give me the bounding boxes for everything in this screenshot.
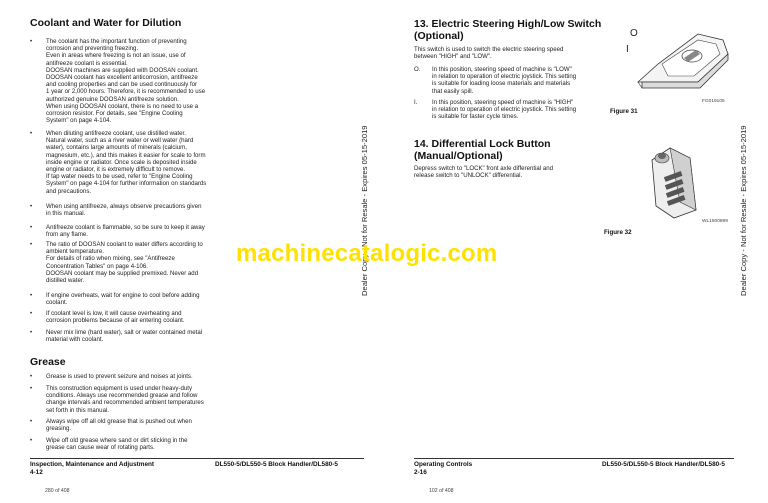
- section-13-title: 13. Electric Steering High/Low Switch (Optional): [414, 18, 602, 42]
- section-14-title: 14. Differential Lock Button (Manual/Optional): [414, 138, 551, 162]
- coolant-bullet-text: When using antifreeze, always observe precautions given in this manual.: [46, 203, 202, 218]
- bullet-dot: •: [30, 130, 33, 137]
- section-13-item-text: In this position, steering speed of machine is "LOW" in relation to operation of electric joystick. This setting is suitable for loading loose materials and materials that easily spill.: [432, 66, 577, 95]
- coolant-bullet-text: When diluting antifreeze coolant, use distilled water. Natural water, such as a river water or well water (hard water), contains large amounts of minerals (calcium, magnesium, etc.), and this makes it easier for scale to form inside engine or radiator. Once scale is deposited inside engine or radiator, it is extremely difficult to remove. If tap water needs to be used, refer to "Engine Cooling System" on page 4-104 for further information on standards and precautions.: [46, 130, 207, 195]
- bullet-dot: •: [30, 437, 33, 444]
- grease-section-title: Grease: [30, 356, 66, 368]
- footer-model-label: DL550-5/DL550-5 Block Handler/DL580-5: [602, 461, 725, 468]
- section-13-intro: This switch is used to switch the electric steering speed between "HIGH" and "LOW".: [414, 46, 564, 61]
- dealer-copy-stamp: Dealer Copy - Not for Resale - Expires 05-15-2019: [739, 125, 748, 296]
- page-number: 102 of 408: [429, 488, 454, 494]
- figure-31-image: [628, 24, 734, 100]
- coolant-bullet: [30, 329, 340, 345]
- bullet-dot: •: [30, 418, 33, 425]
- figure-32-image: [640, 140, 710, 220]
- coolant-bullet: [30, 38, 340, 128]
- footer-model-label: DL550-5/DL550-5 Block Handler/DL580-5: [215, 461, 338, 468]
- bullet-dot: •: [30, 224, 33, 231]
- coolant-bullet: [30, 310, 340, 326]
- coolant-bullet-text: Antifreeze coolant is flammable, so be sure to keep it away from any flame.: [46, 224, 205, 239]
- coolant-bullet: [30, 224, 340, 240]
- section-13-item-text: In this position, steering speed of machine is "HIGH" in relation to operation of electric joystick. This setting is suitable for faster cycle times.: [432, 99, 577, 121]
- grease-bullet-text: Wipe off old grease where sand or dirt sticking in the grease can cause wear of rotating parts.: [46, 437, 188, 452]
- footer-rule: [30, 458, 364, 459]
- coolant-bullet: [30, 130, 340, 200]
- grease-bullet-text: Always wipe off all old grease that is pushed out when greasing.: [46, 418, 192, 433]
- section-14-text: Depress switch to "LOCK" front axle differential and release switch to "UNLOCK" differential.: [414, 165, 554, 180]
- grease-bullet: [30, 418, 340, 434]
- bullet-dot: •: [30, 373, 33, 380]
- coolant-bullet-text: The ratio of DOOSAN coolant to water differs according to ambient temperature. For details of ratio when mixing, see "Antifreeze Concentration Tables" on page 4-106. DOOSAN coolant may be supplied premixed. Never add distilled water.: [46, 241, 203, 285]
- figure-32-caption: Figure 32: [604, 229, 632, 236]
- bullet-dot: •: [30, 385, 33, 392]
- section-13-key: I.: [414, 99, 418, 106]
- switch-label-o: O: [630, 28, 638, 39]
- bullet-dot: •: [30, 329, 33, 336]
- coolant-bullet-text: If coolant level is low, it will cause overheating and corrosion problems because of air entering coolant.: [46, 310, 185, 325]
- coolant-bullet-text: If engine overheats, wait for engine to cool before adding coolant.: [46, 292, 200, 307]
- figure-31-caption: Figure 31: [610, 108, 638, 115]
- bullet-dot: •: [30, 310, 33, 317]
- page-number: 280 of 408: [45, 488, 70, 494]
- coolant-bullet: [30, 292, 340, 308]
- coolant-bullet-text: Never mix lime (hard water), salt or water contained metal material with coolant.: [46, 329, 203, 344]
- figure-32-code: WL1500899: [702, 219, 728, 224]
- grease-bullet: [30, 437, 340, 453]
- dealer-copy-stamp: Dealer Copy - Not for Resale - Expires 05-15-2019: [360, 125, 369, 296]
- grease-bullet-text: This construction equipment is used under heavy-duty conditions. Always use recommended grease and follow change intervals and recommended ambient temperatures set forth in this manual.: [46, 385, 204, 414]
- coolant-section-title: Coolant and Water for Dilution: [30, 17, 182, 29]
- grease-bullet: [30, 385, 340, 415]
- steering-switch-illustration: [628, 24, 734, 100]
- section-13-key: O.: [414, 66, 421, 73]
- bullet-dot: •: [30, 38, 33, 45]
- footer-rule: [414, 458, 734, 459]
- bullet-dot: •: [30, 241, 33, 248]
- figure-31-code: FG019105: [702, 99, 725, 104]
- switch-label-i: I: [626, 44, 629, 55]
- grease-bullet: [30, 373, 340, 382]
- bullet-dot: •: [30, 203, 33, 210]
- grease-bullet-text: Grease is used to prevent seizure and noises at joints.: [46, 373, 193, 380]
- footer-section-label: Operating Controls 2-16: [414, 461, 473, 476]
- coolant-bullet-text: The coolant has the important function of preventing corrosion and preventing freezing. Even in areas where freezing is not an issue, use of antifreeze coolant is essential. DOOSAN machines are supplied with DOOSAN coolant. DOOSAN coolant has excellent anticorrosion, antifreeze and cooling properties and can be used continuously for 1 year or 2,000 hours. Therefore, it is recommended to use authorized genuine DOOSAN antifreeze solution. When using DOOSAN coolant, there is no need to use a corrosion resistor. For details, see "Engine Cooling System" on page 4-104.: [46, 38, 206, 125]
- coolant-bullet: [30, 203, 340, 219]
- watermark-text: machinecatalogic.com: [236, 240, 498, 267]
- bullet-dot: •: [30, 292, 33, 299]
- footer-section-label: Inspection, Maintenance and Adjustment 4-12: [30, 461, 155, 476]
- differential-lock-button-illustration: [640, 140, 710, 220]
